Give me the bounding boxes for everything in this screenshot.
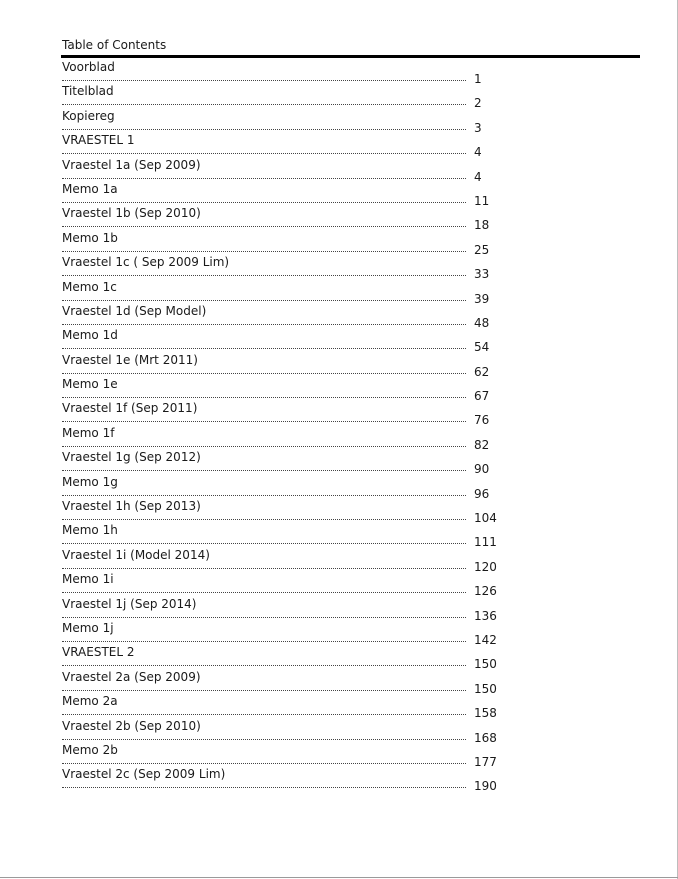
toc-entry-page-number[interactable]: 11 <box>474 193 490 208</box>
toc-entry[interactable] <box>62 669 497 696</box>
toc-entry-page-number[interactable]: 96 <box>474 486 490 501</box>
toc-entry-page-number[interactable]: 82 <box>474 437 490 452</box>
toc-entry-page-number[interactable]: 54 <box>474 340 490 355</box>
toc-dot-leader <box>62 470 466 471</box>
toc-dot-leader <box>62 275 466 276</box>
toc-entry-page-number[interactable]: 142 <box>474 632 497 647</box>
toc-dot-leader <box>62 129 466 130</box>
toc-entry-title[interactable]: Memo 1d <box>62 328 118 343</box>
toc-entry-title[interactable]: Vraestel 1b (Sep 2010) <box>62 206 201 221</box>
toc-entry-page-number[interactable]: 126 <box>474 584 497 599</box>
toc-entry[interactable] <box>62 303 495 330</box>
toc-dot-leader <box>62 690 466 691</box>
toc-entry[interactable] <box>62 181 495 208</box>
toc-entry-title[interactable]: Memo 1e <box>62 377 118 392</box>
page-edge-bottom <box>0 877 678 878</box>
toc-entry[interactable] <box>62 279 495 306</box>
toc-dot-leader <box>62 763 466 764</box>
toc-entry-title[interactable]: Voorblad <box>62 60 115 74</box>
toc-entry-title[interactable]: VRAESTEL 1 <box>62 133 135 148</box>
toc-entry[interactable] <box>62 230 495 257</box>
toc-entry-page-number[interactable]: 90 <box>474 462 490 477</box>
toc-entry[interactable] <box>62 108 495 135</box>
toc-entry-page-number[interactable]: 4 <box>474 145 482 160</box>
toc-entry[interactable] <box>62 596 497 623</box>
toc-entry[interactable] <box>62 644 497 672</box>
toc-dot-leader <box>62 373 466 374</box>
toc-entry-page-number[interactable]: 3 <box>474 120 482 135</box>
toc-entry[interactable] <box>62 352 495 379</box>
toc-entry-page-number[interactable]: 76 <box>474 413 490 428</box>
toc-entry-page-number[interactable]: 177 <box>474 754 497 769</box>
toc-dot-leader <box>62 153 466 154</box>
toc-entry-title[interactable]: Vraestel 1j (Sep 2014) <box>62 596 197 611</box>
toc-entry[interactable] <box>62 83 495 111</box>
toc-dot-leader <box>62 495 466 496</box>
toc-entry-title[interactable]: Vraestel 1c ( Sep 2009 Lim) <box>62 255 230 270</box>
toc-entry-title[interactable]: Vraestel 1h (Sep 2013) <box>62 499 201 514</box>
toc-entry-page-number[interactable]: 111 <box>474 535 497 550</box>
toc-entry[interactable] <box>62 59 495 86</box>
toc-entry[interactable] <box>62 327 495 355</box>
toc-entry-title[interactable]: Vraestel 2a (Sep 2009) <box>62 669 201 684</box>
toc-dot-leader <box>62 324 466 325</box>
toc-entry-title[interactable]: Memo 1f <box>62 425 115 440</box>
toc-entry[interactable] <box>62 522 497 550</box>
toc-entry[interactable] <box>62 742 497 769</box>
toc-entry-title[interactable]: Memo 1j <box>62 620 114 635</box>
toc-entry-title[interactable]: Vraestel 1g (Sep 2012) <box>62 450 201 465</box>
toc-dot-leader <box>62 397 466 398</box>
toc-entry-title[interactable]: Vraestel 1i (Model 2014) <box>62 547 210 562</box>
toc-entry-page-number[interactable]: 104 <box>474 511 497 526</box>
toc-entry[interactable] <box>62 766 497 794</box>
toc-entry-title[interactable]: Vraestel 1f (Sep 2011) <box>62 401 198 416</box>
toc-dot-leader <box>62 665 466 666</box>
toc-entry-page-number[interactable]: 168 <box>474 730 497 745</box>
toc-entry-title[interactable]: Vraestel 1d (Sep Model) <box>62 303 207 318</box>
toc-entry-title[interactable]: Memo 1b <box>62 230 118 245</box>
toc-entry[interactable] <box>62 376 495 404</box>
toc-entry-title[interactable]: VRAESTEL 2 <box>62 645 135 660</box>
toc-entry-title[interactable]: Titelblad <box>62 84 114 99</box>
toc-entry-page-number[interactable]: 136 <box>474 608 497 623</box>
toc-dot-leader <box>62 617 466 618</box>
toc-entry-page-number[interactable]: 62 <box>474 364 490 379</box>
toc-entry-title[interactable]: Kopiereg <box>62 108 115 123</box>
toc-entry-page-number[interactable]: 48 <box>474 315 490 330</box>
toc-entry-title[interactable]: Vraestel 2b (Sep 2010) <box>62 718 201 733</box>
toc-dot-leader <box>62 348 466 349</box>
toc-dot-leader <box>62 226 466 227</box>
toc-dot-leader <box>62 421 466 422</box>
toc-entry[interactable] <box>62 693 497 721</box>
toc-entry-page-number[interactable]: 190 <box>474 779 497 794</box>
toc-entry-page-number[interactable]: 150 <box>474 681 497 696</box>
toc-entry[interactable] <box>62 205 495 233</box>
toc-entry[interactable] <box>62 425 495 452</box>
toc-list <box>62 59 497 794</box>
toc-dot-leader <box>62 202 466 203</box>
toc-entry-title[interactable]: Memo 1g <box>62 474 118 489</box>
toc-entry-title[interactable]: Vraestel 1e (Mrt 2011) <box>62 352 198 367</box>
toc-entry-title[interactable]: Memo 1h <box>62 523 118 538</box>
toc-entry[interactable] <box>62 254 495 282</box>
toc-dot-leader <box>62 251 466 252</box>
toc-dot-leader <box>62 104 466 105</box>
toc-dot-leader <box>62 80 466 81</box>
toc-entry-page-number[interactable]: 33 <box>474 267 490 282</box>
toc-entry-page-number[interactable]: 25 <box>474 242 490 257</box>
toc-dot-leader <box>62 714 466 715</box>
toc-dot-leader <box>62 446 466 447</box>
toc-entry-page-number[interactable]: 2 <box>474 96 482 111</box>
toc-entry-title[interactable]: Memo 1i <box>62 572 114 587</box>
toc-dot-leader <box>62 543 466 544</box>
toc-entry-title[interactable]: Memo 2b <box>62 742 118 757</box>
toc-entry-page-number[interactable]: 120 <box>474 559 497 574</box>
toc-entry[interactable] <box>62 620 497 647</box>
toc-entry-page-number[interactable]: 67 <box>474 389 490 404</box>
toc-entry[interactable] <box>62 449 495 477</box>
toc-entry-title[interactable]: Vraestel 1a (Sep 2009) <box>62 157 201 172</box>
toc-entry-title[interactable]: Memo 1c <box>62 279 117 294</box>
toc-entry-page-number[interactable]: 18 <box>474 218 490 233</box>
toc-entry[interactable] <box>62 400 495 428</box>
toc-entry-title[interactable]: Memo 2a <box>62 694 118 709</box>
toc-entry-page-number[interactable]: 39 <box>474 291 490 306</box>
toc-dot-leader <box>62 519 466 520</box>
toc-entry[interactable] <box>62 498 497 526</box>
toc-entry[interactable] <box>62 474 495 501</box>
toc-entry[interactable] <box>62 571 497 599</box>
toc-entry[interactable] <box>62 547 497 574</box>
toc-entry[interactable] <box>62 718 497 745</box>
toc-entry[interactable] <box>62 157 495 184</box>
toc-entry-page-number[interactable]: 158 <box>474 706 497 721</box>
toc-heading: Table of Contents <box>62 38 167 52</box>
toc-entry-title[interactable]: Vraestel 2c (Sep 2009 Lim) <box>62 767 226 782</box>
toc-entry[interactable] <box>62 132 495 160</box>
toc-dot-leader <box>62 641 466 642</box>
toc-dot-leader <box>62 300 466 301</box>
toc-heading-rule <box>61 55 640 58</box>
toc-dot-leader <box>62 592 466 593</box>
toc-entry-page-number[interactable]: 150 <box>474 657 497 672</box>
toc-entry-page-number[interactable]: 1 <box>474 72 482 86</box>
toc-entry-page-number[interactable]: 4 <box>474 169 482 184</box>
toc-dot-leader <box>62 568 466 569</box>
toc-dot-leader <box>62 178 466 179</box>
toc-entry-title[interactable]: Memo 1a <box>62 181 118 196</box>
toc-dot-leader <box>62 739 466 740</box>
toc-dot-leader <box>62 787 466 788</box>
